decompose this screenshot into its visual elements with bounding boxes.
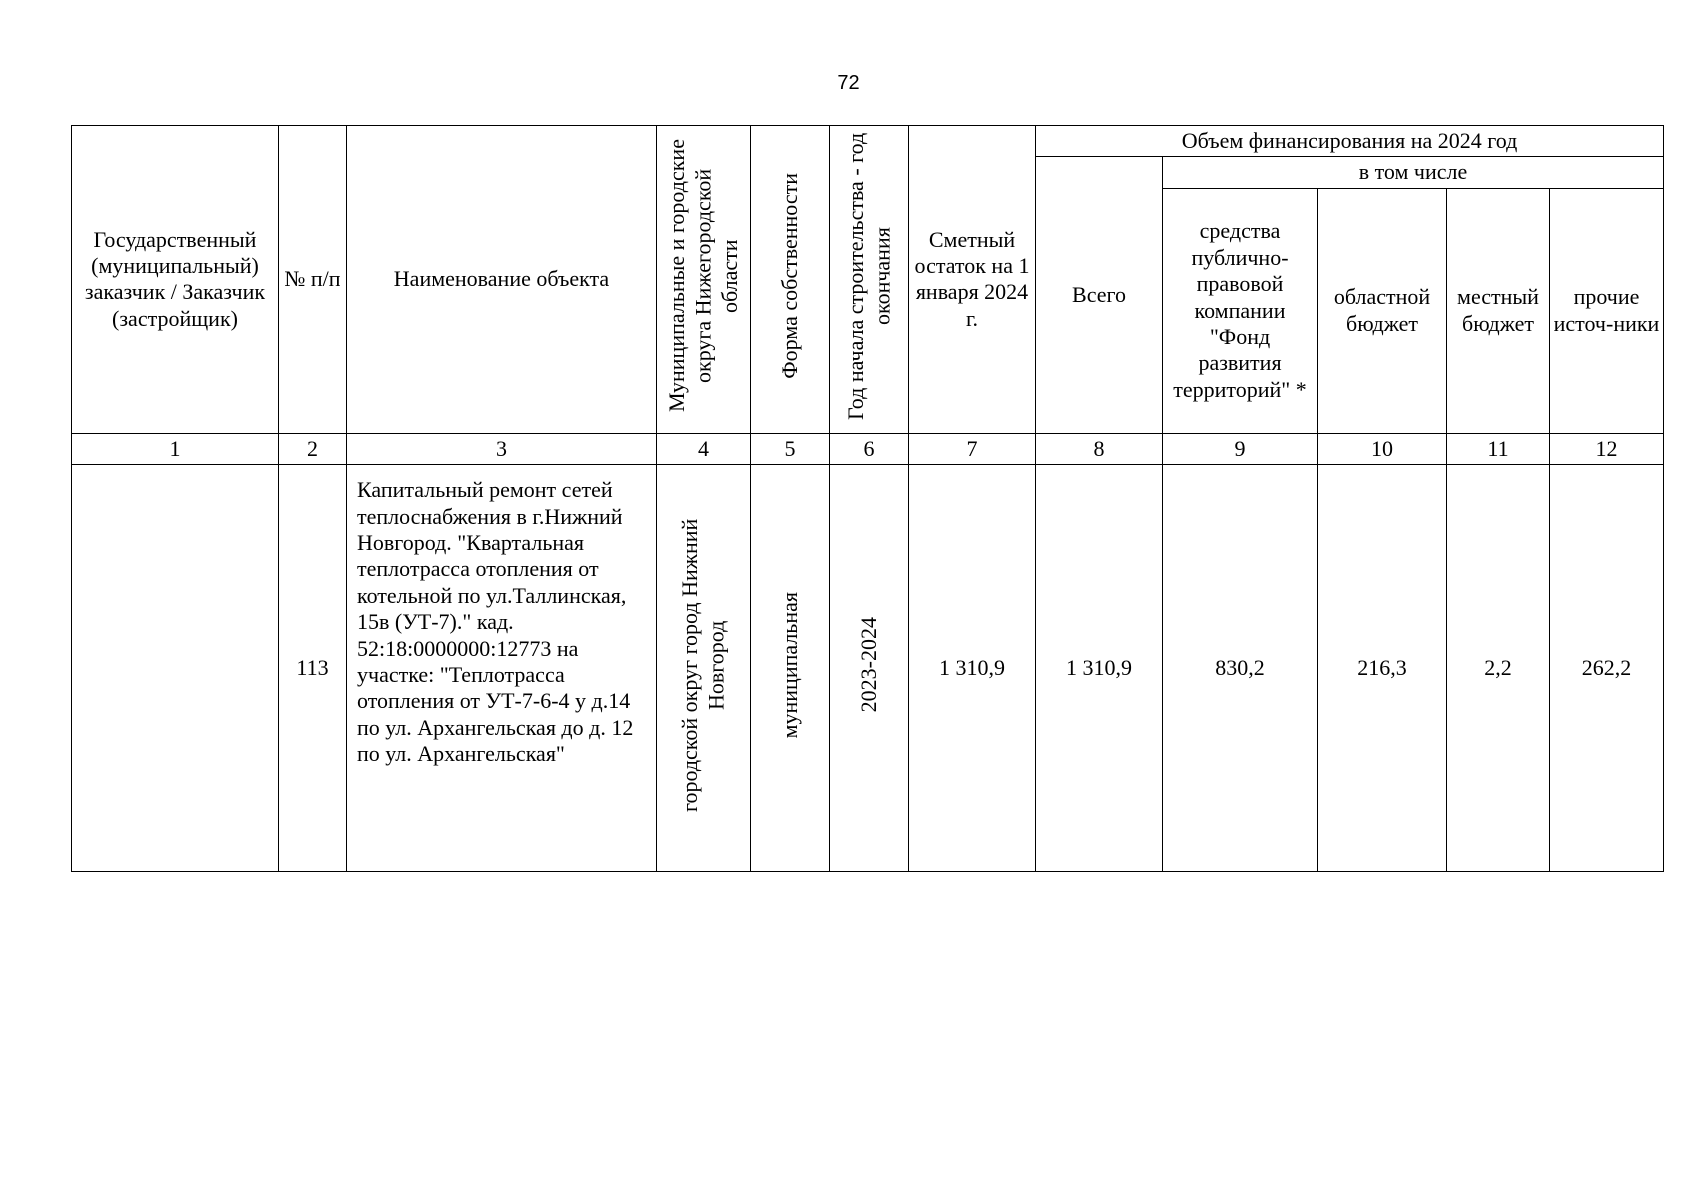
header-years-cell bbox=[830, 126, 909, 434]
cell-municipality: городской округ город Нижний Новгород bbox=[677, 518, 729, 812]
cell-other: 262,2 bbox=[1550, 465, 1664, 872]
cell-total: 1 310,9 bbox=[1036, 465, 1163, 872]
column-number: 5 bbox=[751, 433, 830, 464]
header-ownership: Форма собственности bbox=[776, 173, 802, 380]
header-object-name: Наименование объекта bbox=[347, 126, 657, 434]
column-number: 2 bbox=[279, 433, 347, 464]
header-including: в том числе bbox=[1163, 157, 1664, 188]
header-num: № п/п bbox=[279, 126, 347, 434]
header-ownership-cell bbox=[751, 126, 830, 434]
financing-table bbox=[71, 125, 1664, 872]
column-number: 10 bbox=[1318, 433, 1447, 464]
header-local: местный бюджет bbox=[1447, 188, 1550, 433]
column-number: 6 bbox=[830, 433, 909, 464]
column-number: 8 bbox=[1036, 433, 1163, 464]
cell-years: 2023-2024 bbox=[855, 617, 881, 713]
column-number: 12 bbox=[1550, 433, 1664, 464]
header-estimate-balance: Сметный остаток на 1 января 2024 г. bbox=[909, 126, 1036, 434]
cell-customer bbox=[72, 465, 279, 872]
header-municipalities: Муниципальные и городские округа Нижегородской области bbox=[663, 139, 742, 413]
cell-regional: 216,3 bbox=[1318, 465, 1447, 872]
header-other: прочие источ-ники bbox=[1550, 188, 1664, 433]
cell-num: 113 bbox=[279, 465, 347, 872]
header-years: Год начала строительства - год окончания bbox=[842, 132, 894, 420]
cell-fund: 830,2 bbox=[1163, 465, 1318, 872]
column-numbers-row bbox=[72, 433, 1664, 464]
header-fund: средства публично-правовой компании "Фонд развития территорий" * bbox=[1163, 188, 1318, 433]
cell-local: 2,2 bbox=[1447, 465, 1550, 872]
column-number: 9 bbox=[1163, 433, 1318, 464]
column-number: 4 bbox=[657, 433, 751, 464]
cell-ownership-cell bbox=[751, 465, 830, 872]
cell-object-name: Капитальный ремонт сетей теплоснабжения в г.Нижний Новгород. "Квартальная теплотрасса отопления от котельной по ул.Таллинская, 15в (УТ-7)." кад. 52:18:0000000:12773 на участке: "Теплотрасса отопления от УТ-7-6-4 у д.14 по ул. Архангельская до д. 12 по ул. Архангельская" bbox=[347, 465, 657, 872]
column-number: 7 bbox=[909, 433, 1036, 464]
header-funding-group: Объем финансирования на 2024 год bbox=[1036, 126, 1664, 157]
column-number: 11 bbox=[1447, 433, 1550, 464]
cell-ownership: муниципальная bbox=[776, 591, 802, 739]
column-number: 3 bbox=[347, 433, 657, 464]
header-customer: Государственный (муниципальный) заказчик / Заказчик (застройщик) bbox=[72, 126, 279, 434]
cell-estimate-balance: 1 310,9 bbox=[909, 465, 1036, 872]
header-row-1 bbox=[72, 126, 1664, 157]
cell-years-cell bbox=[830, 465, 909, 872]
header-regional: областной бюджет bbox=[1318, 188, 1447, 433]
cell-municipality-cell bbox=[657, 465, 751, 872]
header-municipalities-cell bbox=[657, 126, 751, 434]
page-number: 72 bbox=[837, 72, 860, 94]
header-total: Всего bbox=[1036, 157, 1163, 433]
table-row bbox=[72, 465, 1664, 872]
column-number: 1 bbox=[72, 433, 279, 464]
